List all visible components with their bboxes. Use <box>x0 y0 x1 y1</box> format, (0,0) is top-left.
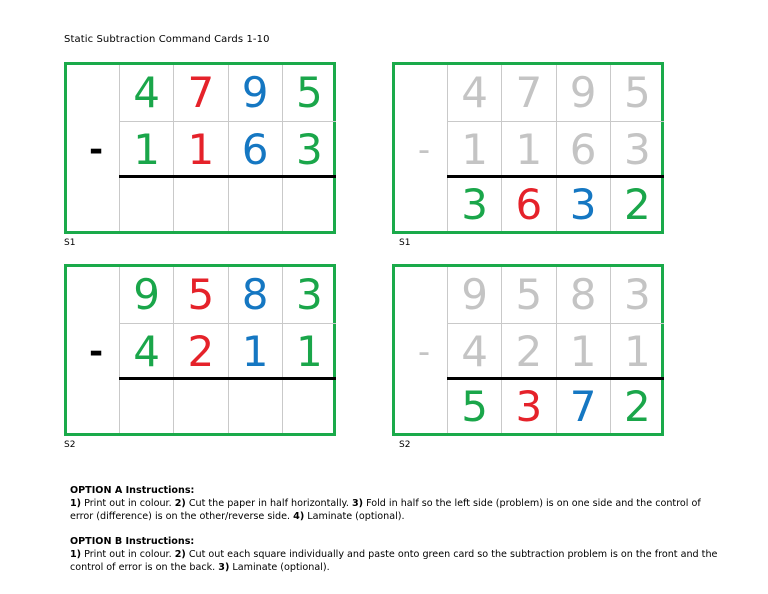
minuend-digit: 8 <box>556 267 610 323</box>
difference-row <box>447 380 664 434</box>
subtrahend-digit: 1 <box>119 122 173 178</box>
difference-row <box>119 178 336 232</box>
difference-digit: 3 <box>556 178 610 231</box>
minuend-row <box>447 267 664 323</box>
step-text: Cut out each square individually and paste onto green card so the subtraction problem is on the front and the control of error is on the back. <box>70 549 718 573</box>
minuend-digit: 9 <box>228 65 282 121</box>
command-card-s1-front <box>64 62 336 234</box>
difference-digit <box>228 380 282 433</box>
minuend-digit: 9 <box>119 267 173 323</box>
difference-digit: 3 <box>447 178 501 231</box>
minuend-digit: 3 <box>610 267 664 323</box>
minuend-digit: 4 <box>119 65 173 121</box>
minus-sign: - <box>417 332 431 372</box>
minuend-digit: 9 <box>447 267 501 323</box>
subtrahend-digit: 1 <box>173 122 227 178</box>
step-text: Fold in half so the left side (problem) is on one side and the control of error (difference) is on the other/reverse side. <box>70 498 701 522</box>
minuend-digit: 5 <box>282 65 336 121</box>
digit-grid <box>119 65 336 231</box>
difference-digit: 5 <box>447 380 501 433</box>
difference-digit <box>119 380 173 433</box>
difference-digit: 7 <box>556 380 610 433</box>
minuend-row <box>119 65 336 121</box>
subtrahend-digit: 1 <box>556 324 610 380</box>
subtrahend-row <box>119 121 336 178</box>
minus-sign: - <box>88 332 104 372</box>
minuend-row <box>447 65 664 121</box>
difference-digit: 2 <box>610 380 664 433</box>
minuend-digit: 9 <box>556 65 610 121</box>
step-text: Print out in colour. <box>81 498 175 509</box>
minuend-row <box>119 267 336 323</box>
difference-digit: 6 <box>501 178 555 231</box>
instructions <box>70 484 720 574</box>
option-b-steps <box>70 548 720 574</box>
subtrahend-digit: 3 <box>610 122 664 178</box>
difference-digit <box>119 178 173 231</box>
step-text: Cut the paper in half horizontally. <box>185 498 352 509</box>
option-b-heading: OPTION B Instructions: <box>70 536 195 547</box>
difference-row <box>447 178 664 232</box>
subtrahend-digit: 2 <box>173 324 227 380</box>
subtrahend-row <box>119 323 336 380</box>
subtrahend-digit: 2 <box>501 324 555 380</box>
minus-sign: - <box>417 130 431 170</box>
command-card-s2-back <box>392 264 664 436</box>
page-title: Static Subtraction Command Cards 1-10 <box>64 34 270 45</box>
subtrahend-digit: 1 <box>228 324 282 380</box>
step-number: 4) <box>293 511 305 522</box>
difference-digit <box>173 178 227 231</box>
command-card-s2-front <box>64 264 336 436</box>
subtrahend-digit: 3 <box>282 122 336 178</box>
step-number: 2) <box>174 549 186 560</box>
step-text: Laminate (optional). <box>229 562 330 573</box>
step-text: Laminate (optional). <box>304 511 405 522</box>
difference-digit <box>173 380 227 433</box>
minuend-digit: 5 <box>501 267 555 323</box>
card-label: S1 <box>64 238 76 248</box>
option-a-heading: OPTION A Instructions: <box>70 485 195 496</box>
difference-digit <box>282 380 336 433</box>
card-label: S2 <box>399 440 411 450</box>
minuend-digit: 5 <box>173 267 227 323</box>
step-number: 1) <box>70 549 82 560</box>
digit-grid <box>447 267 664 433</box>
subtrahend-row <box>447 323 664 380</box>
difference-digit: 3 <box>501 380 555 433</box>
subtrahend-digit: 4 <box>119 324 173 380</box>
subtrahend-digit: 1 <box>447 122 501 178</box>
command-card-s1-back <box>392 62 664 234</box>
minuend-digit: 8 <box>228 267 282 323</box>
minuend-digit: 7 <box>501 65 555 121</box>
card-label: S1 <box>399 238 411 248</box>
difference-digit <box>282 178 336 231</box>
subtrahend-digit: 4 <box>447 324 501 380</box>
minuend-digit: 4 <box>447 65 501 121</box>
minuend-digit: 7 <box>173 65 227 121</box>
minus-sign: - <box>88 130 104 170</box>
difference-digit <box>228 178 282 231</box>
minuend-digit: 3 <box>282 267 336 323</box>
option-a-steps <box>70 497 720 523</box>
subtrahend-digit: 6 <box>228 122 282 178</box>
difference-row <box>119 380 336 434</box>
step-number: 3) <box>351 498 364 509</box>
digit-grid <box>119 267 336 433</box>
subtrahend-digit: 1 <box>610 324 664 380</box>
step-text: Print out in colour. <box>81 549 175 560</box>
card-label: S2 <box>64 440 76 450</box>
difference-digit: 2 <box>610 178 664 231</box>
minuend-digit: 5 <box>610 65 664 121</box>
subtrahend-digit: 1 <box>501 122 555 178</box>
step-number: 1) <box>70 498 82 509</box>
subtrahend-digit: 6 <box>556 122 610 178</box>
step-number: 3) <box>218 562 230 573</box>
digit-grid <box>447 65 664 231</box>
step-number: 2) <box>174 498 186 509</box>
subtrahend-row <box>447 121 664 178</box>
subtrahend-digit: 1 <box>282 324 336 380</box>
